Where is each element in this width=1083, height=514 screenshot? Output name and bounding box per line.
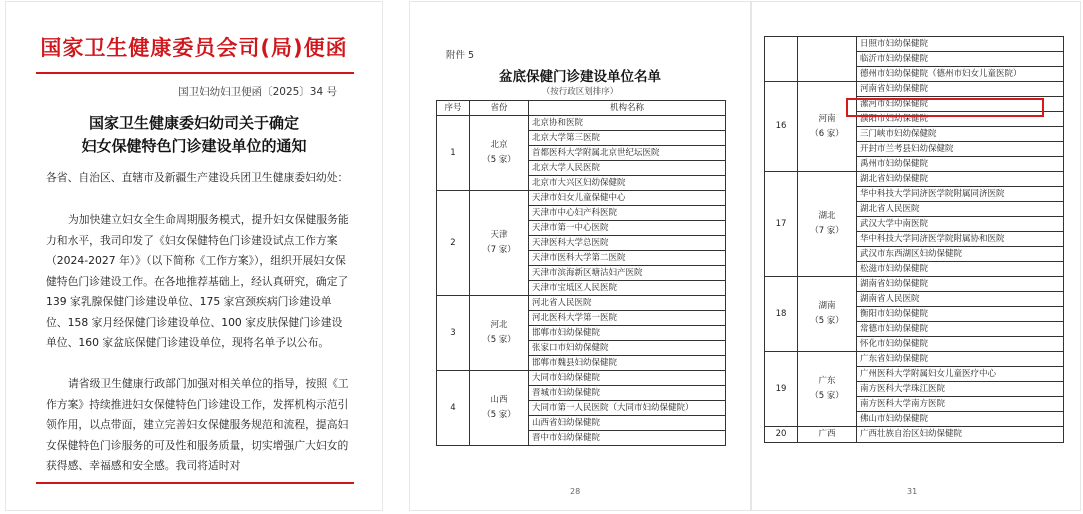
attachment-list-page [410, 2, 750, 510]
institution-name: 怀化市妇幼保健院 [857, 337, 1064, 352]
highlight-box [846, 98, 1044, 117]
institution-name: 广东省妇幼保健院 [857, 352, 1064, 367]
province-cell [798, 82, 857, 172]
table-row [437, 371, 726, 386]
institution-name: 湖北省妇幼保健院 [857, 172, 1064, 187]
province-cell [470, 191, 529, 296]
institution-name: 德州市妇幼保健院（德州市妇女儿童医院） [857, 67, 1064, 82]
row-number: 19 [765, 352, 798, 427]
institution-name: 河南省妇幼保健院 [857, 82, 1064, 97]
province-name: 湖南 [818, 301, 836, 311]
province-count: （7 家） [810, 226, 844, 236]
row-number: 3 [437, 296, 470, 371]
province-cell [470, 116, 529, 191]
institution-name: 山西省妇幼保健院 [529, 416, 726, 431]
page-number: 28 [570, 487, 581, 496]
header-province: 省份 [470, 101, 529, 116]
page-number: 31 [907, 487, 918, 496]
attachment-label: 附件 5 [446, 50, 475, 61]
province-count: （5 家） [482, 335, 516, 345]
institution-name: 衡阳市妇幼保健院 [857, 307, 1064, 322]
institution-name: 北京大学人民医院 [529, 161, 726, 176]
province-name: 河北 [490, 320, 508, 330]
institution-name: 武汉市东西湖区妇幼保健院 [857, 247, 1064, 262]
institution-name: 晋中市妇幼保健院 [529, 431, 726, 446]
institution-name: 河北医科大学第一医院 [529, 311, 726, 326]
continued-list-page [752, 2, 1080, 510]
institution-name: 松滋市妇幼保健院 [857, 262, 1064, 277]
province-count: （5 家） [482, 155, 516, 165]
letterhead-rule [36, 72, 354, 74]
row-number: 18 [765, 277, 798, 352]
province-cell [470, 371, 529, 446]
institution-name: 北京协和医院 [529, 116, 726, 131]
institution-name: 北京大学第三医院 [529, 131, 726, 146]
institution-name: 广州医科大学附属妇女儿童医疗中心 [857, 367, 1064, 382]
institution-name: 大同市第一人民医院（大同市妇幼保健院） [529, 401, 726, 416]
list-subtitle: （按行政区划排序） [541, 87, 619, 97]
table-row [437, 116, 726, 131]
institution-name: 天津市中心妇产科医院 [529, 206, 726, 221]
province-count: （7 家） [482, 245, 516, 255]
province-cell [798, 277, 857, 352]
province-name: 湖北 [818, 211, 836, 221]
list-title: 盆底保健门诊建设单位名单 [499, 69, 661, 85]
table-row [765, 427, 1064, 443]
title-line-1: 国家卫生健康委妇幼司关于确定 [88, 114, 299, 132]
institution-name: 邯郸市妇幼保健院 [529, 326, 726, 341]
province-name: 河南 [818, 113, 836, 124]
institution-name: 南方医科大学珠江医院 [857, 382, 1064, 397]
province-count: （5 家） [482, 410, 516, 420]
row-number: 16 [765, 82, 798, 172]
institution-name: 漯河市妇幼保健院 [857, 97, 1064, 112]
row-number: 4 [437, 371, 470, 446]
institution-name: 开封市兰考县妇幼保健院 [857, 142, 1064, 157]
institution-name: 华中科技大学同济医学院附属协和医院 [857, 232, 1064, 247]
institution-name: 天津市妇女儿童保健中心 [529, 191, 726, 206]
row-number: 1 [437, 116, 470, 191]
institution-name: 三门峡市妇幼保健院 [857, 127, 1064, 142]
institution-name: 大同市妇幼保健院 [529, 371, 726, 386]
province-cell-continued [798, 37, 857, 82]
document-number: 国卫妇幼妇卫便函〔2025〕34 号 [178, 86, 337, 98]
row-number-continued [765, 37, 798, 82]
title-line-2: 妇女保健特色门诊建设单位的通知 [81, 137, 307, 155]
province-name: 北京 [490, 140, 508, 150]
institution-name: 常德市妇幼保健院 [857, 322, 1064, 337]
table-row [765, 352, 1064, 367]
province-count: （5 家） [810, 316, 844, 326]
institution-name: 武汉大学中南医院 [857, 217, 1064, 232]
institution-name: 天津市医科大学第二医院 [529, 251, 726, 266]
province-cell [798, 427, 857, 443]
institution-name: 临沂市妇幼保健院 [857, 52, 1064, 67]
institution-name: 日照市妇幼保健院 [857, 37, 1064, 52]
row-number: 2 [437, 191, 470, 296]
header-institution: 机构名称 [529, 101, 726, 116]
institution-name: 华中科技大学同济医学院附属同济医院 [857, 187, 1064, 202]
table-row [765, 37, 1064, 52]
institution-name: 湖南省人民医院 [857, 292, 1064, 307]
province-name: 广东 [818, 376, 836, 386]
salutation: 各省、自治区、直辖市及新疆生产建设兵团卫生健康委妇幼处： [46, 171, 349, 184]
institution-name: 张家口市妇幼保健院 [529, 341, 726, 356]
table-row [765, 172, 1064, 187]
table-row [765, 82, 1064, 97]
institution-name: 天津市滨海新区塘沽妇产医院 [529, 266, 726, 281]
institution-name: 首都医科大学附属北京世纪坛医院 [529, 146, 726, 161]
institution-name: 北京市大兴区妇幼保健院 [529, 176, 726, 191]
institution-name: 河北省人民医院 [529, 296, 726, 311]
institution-name: 南方医科大学南方医院 [857, 397, 1064, 412]
province-count: （5 家） [810, 391, 844, 401]
header-number: 序号 [437, 101, 470, 116]
document-title [6, 112, 382, 158]
institution-name: 邯郸市魏县妇幼保健院 [529, 356, 726, 371]
institution-name: 濮阳市妇幼保健院 [857, 112, 1064, 127]
province-cell [798, 352, 857, 427]
institution-name: 湖南省妇幼保健院 [857, 277, 1064, 292]
institution-name: 晋城市妇幼保健院 [529, 386, 726, 401]
institution-name: 天津医科大学总医院 [529, 236, 726, 251]
unit-list-table [436, 100, 726, 446]
letterhead: 国家卫生健康委员会司(局)便函 [40, 36, 348, 60]
institution-name: 佛山市妇幼保健院 [857, 412, 1064, 427]
body-paragraph-2: 请省级卫生健康行政部门加强对相关单位的指导，按照《工作方案》持续推进妇女保健特色门诊建设工作，发挥机构示范引领作用，以点带面，建立完善妇女保健服务规范和流程，提高妇女保健特色门诊服务的可及性和服务质量，切实增强广大妇女的获得感、幸福感和安全感。我司将适时对 [46, 377, 349, 472]
institution-name: 广西壮族自治区妇幼保健院 [857, 427, 1064, 443]
table-row [765, 277, 1064, 292]
footer-rule [36, 482, 354, 484]
institution-name: 天津市第一中心医院 [529, 221, 726, 236]
table-row [437, 296, 726, 311]
province-name: 天津 [490, 230, 508, 240]
body-paragraph-1: 为加快建立妇女全生命周期服务模式，提升妇女保健服务能力和水平，我司印发了《妇女保健特色门诊建设试点工作方案（2024-2027 年）》（以下简称《工作方案》），组织开展妇女保健特色门诊建设工作。在各地推荐基础上，经认真研究，确定了 139 家乳腺保健门诊建设单位、175 家宫颈疾病门诊建设单位、158 家月经保健门诊建设单位、100 家皮肤保健门诊建设单位、160 家盆底保健门诊建设单位，现将名单予以公布。 [46, 213, 349, 349]
institution-name: 天津市宝坻区人民医院 [529, 281, 726, 296]
province-cell [470, 296, 529, 371]
province-count: （6 家） [810, 128, 844, 139]
table-row [437, 191, 726, 206]
row-number: 20 [765, 427, 798, 443]
province-name: 山西 [490, 395, 508, 405]
institution-name: 湖北省人民医院 [857, 202, 1064, 217]
province-cell [798, 172, 857, 277]
province-name: 广西 [818, 429, 836, 439]
row-number: 17 [765, 172, 798, 277]
institution-name: 禹州市妇幼保健院 [857, 157, 1064, 172]
notice-letter-page [6, 2, 382, 510]
